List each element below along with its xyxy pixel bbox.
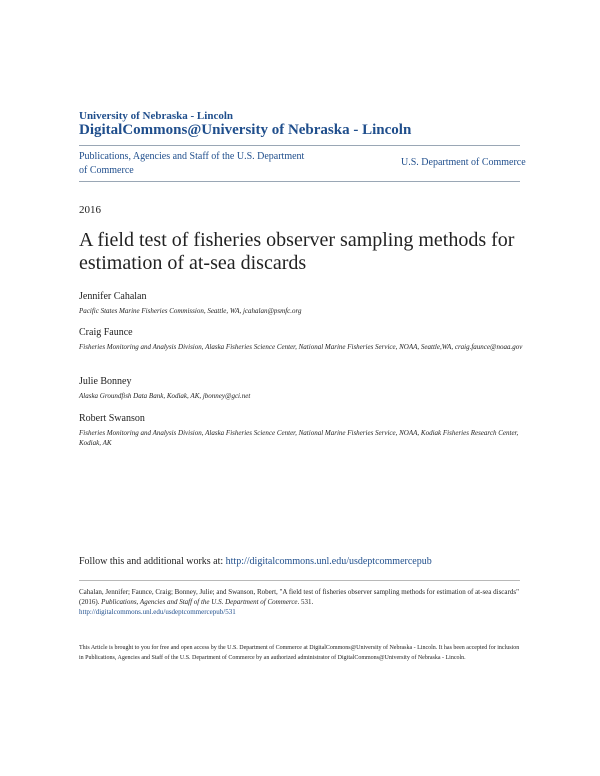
collection-url-link[interactable]: http://digitalcommons.unl.edu/usdeptcommercepub (225, 556, 432, 567)
university-link[interactable]: University of Nebraska - Lincoln (79, 110, 233, 122)
header-divider (79, 145, 520, 146)
author-affiliation: Fisheries Monitoring and Analysis Division, Alaska Fisheries Science Center, National Marine Fisheries Service, NOAA, Seattle,WA, craig.faunce@noaa.gov (79, 343, 523, 351)
article-title: A field test of fisheries observer sampling methods for estimation of at-sea discards (79, 229, 515, 274)
recommended-citation (79, 587, 524, 617)
series-link[interactable]: Publications, Agencies and Staff of the U.S. Department of Commerce (79, 151, 305, 176)
citation-url-link[interactable]: http://digitalcommons.unl.edu/usdeptcommercepub/531 (79, 608, 236, 616)
author-affiliation: Alaska Groundfish Data Bank, Kodiak, AK, jbonney@gci.net (79, 392, 251, 400)
author-name: Robert Swanson (79, 413, 145, 424)
citation-suffix: . 531. (297, 598, 314, 606)
repository-link[interactable]: DigitalCommons@University of Nebraska - Lincoln (79, 122, 412, 138)
follow-label: Follow this and additional works at: (79, 556, 226, 567)
citation-text: Cahalan, Jennifer; Faunce, Craig; Bonney, Julie; and Swanson, Robert, "A field test of fisheries observer sampling methods for estimation of at-sea discards" (2016). (79, 588, 519, 606)
author-affiliation: Fisheries Monitoring and Analysis Division, Alaska Fisheries Science Center, National Marine Fisheries Service, NOAA, Kodiak Fisheries Research Center, Kodiak, AK (79, 429, 519, 447)
follow-line (79, 556, 432, 567)
citation-series: Publications, Agencies and Staff of the U.S. Department of Commerce (101, 598, 298, 606)
publication-year: 2016 (79, 204, 101, 216)
access-notice: This Article is brought to you for free and open access by the U.S. Department of Commerce at DigitalCommons@University of Nebraska - Lincoln. It has been accepted for inclusion in Publications, Agencies and Staff of the U.S. Department of Commerce by an authorized administrator of DigitalCommons@University of Nebraska - Lincoln. (79, 645, 520, 661)
department-link[interactable]: U.S. Department of Commerce (401, 157, 526, 168)
citation-divider (79, 580, 520, 581)
author-name: Jennifer Cahalan (79, 291, 147, 302)
author-name: Craig Faunce (79, 327, 133, 338)
author-affiliation: Pacific States Marine Fisheries Commission, Seattle, WA, jcahalan@psmfc.org (79, 307, 302, 315)
collection-divider (79, 181, 520, 182)
author-name: Julie Bonney (79, 376, 132, 387)
